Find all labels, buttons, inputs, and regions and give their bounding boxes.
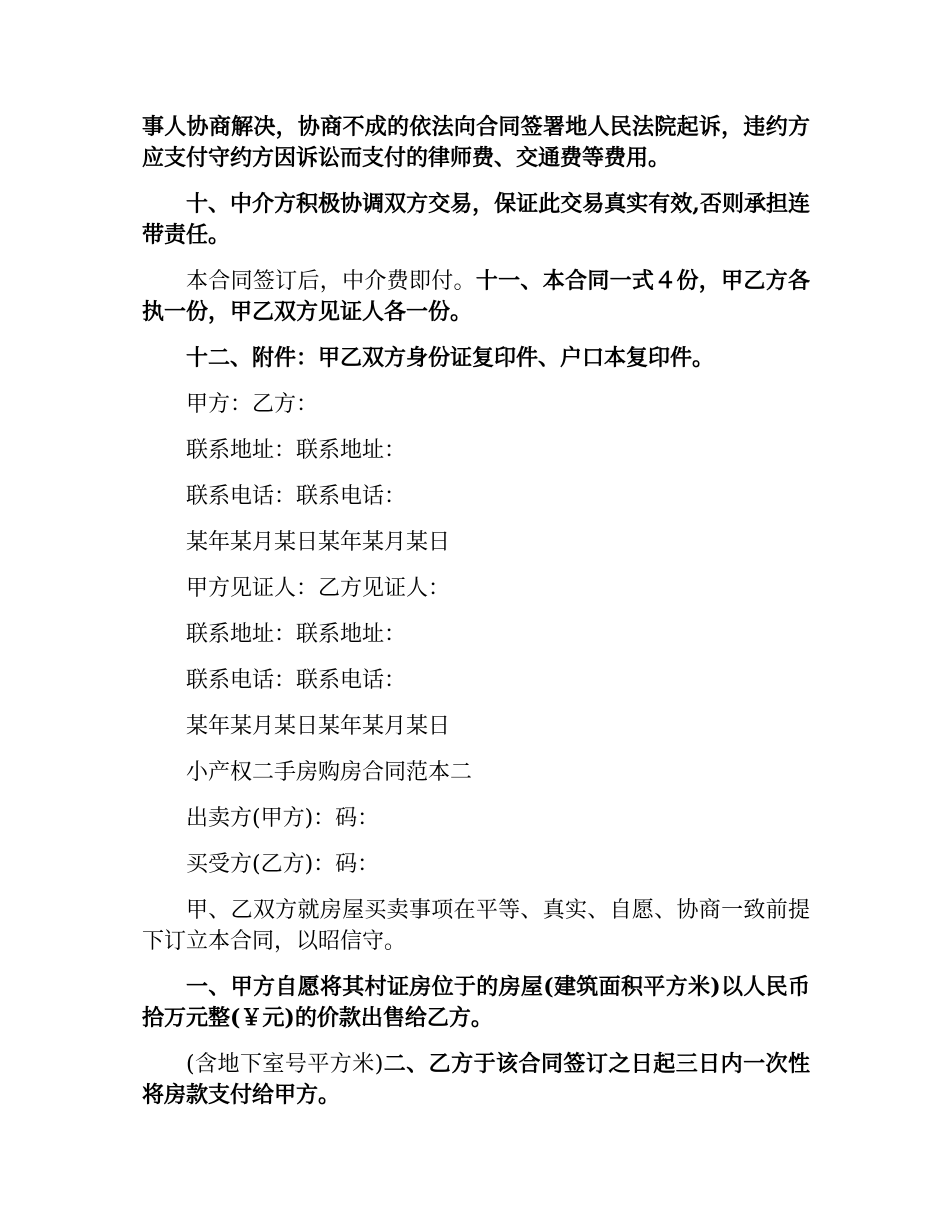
contact-phone-line: 联系电话：联系电话： (186, 484, 407, 509)
agency-fee-text: 本合同签订后，中介费即付。 (186, 269, 476, 294)
date-line: 某年某月某日某年某月某日 (186, 530, 451, 555)
paragraph-clause-1: 一、甲方自愿将其村证房位于的房屋(建筑面积平方米)以人民币拾万元整(￥元)的价款出售给乙方。 (142, 974, 810, 1031)
document-body (142, 112, 810, 1126)
witness-line: 甲方见证人：乙方见证人： (186, 576, 451, 601)
seller-line: 出卖方(甲方)：码： (186, 806, 380, 831)
paragraph-clause-12: 十二、附件：甲乙双方身份证复印件、户口本复印件。 (186, 345, 715, 371)
preamble-paragraph: 甲、乙双方就房屋买卖事项在平等、真实、自愿、协商一致前提下订立本合同，以昭信守。 (142, 898, 810, 954)
party-a-b-line: 甲方：乙方： (186, 392, 319, 417)
witness-date-line: 某年某月某日某年某月某日 (186, 714, 451, 739)
contact-address-line: 联系地址：联系地址： (186, 438, 407, 463)
basement-note-text: (含地下室号平方米) (186, 1052, 384, 1077)
witness-address-line: 联系地址：联系地址： (186, 622, 407, 647)
clause-11-text: 十一、本合同一式４份，甲乙方各执一份，甲乙双方见证人各一份。 (142, 268, 810, 325)
paragraph-clause-11 (142, 266, 810, 328)
clause-2-text: 二、乙方于该合同签订之日起三日内一次性将房款支付给甲方。 (142, 1051, 810, 1108)
buyer-line: 买受方(乙方)：码： (186, 852, 380, 877)
witness-phone-line: 联系电话：联系电话： (186, 668, 407, 693)
paragraph-clause-2 (142, 1049, 810, 1111)
contract-two-title: 小产权二手房购房合同范本二 (186, 760, 473, 785)
paragraph-dispute-clause: 事人协商解决，协商不成的依法向合同签署地人民法院起诉，违约方应支付守约方因诉讼而支付的律师费、交通费等费用。 (142, 114, 810, 171)
paragraph-clause-10: 十、中介方积极协调双方交易，保证此交易真实有效,否则承担连带责任。 (142, 191, 810, 248)
